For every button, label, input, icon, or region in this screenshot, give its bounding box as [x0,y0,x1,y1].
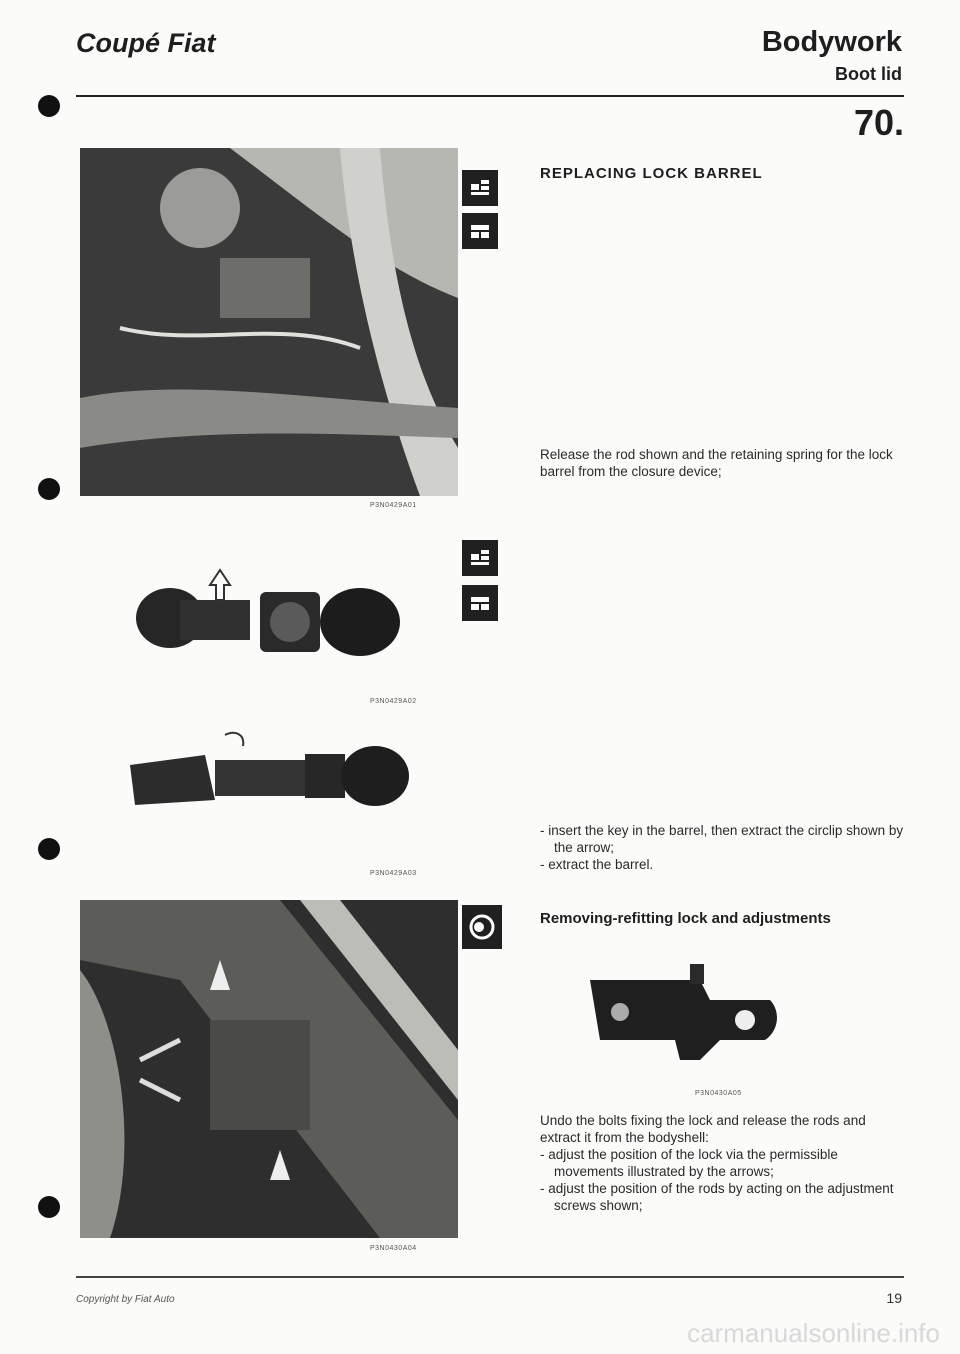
header-rule [76,95,904,97]
section-title-removing-refitting: Removing-refitting lock and adjustments [540,910,831,927]
photo-lock-barrel-extracted [125,730,415,830]
removal-icon [462,170,498,206]
photo-caption-code: P3N0430A05 [695,1090,742,1097]
photo-lock-mounting [80,900,458,1238]
step-item: - adjust the position of the lock via the permissible movements illustrated by the arrows; [540,1147,838,1179]
punch-hole [38,1196,60,1218]
refit-icon [462,213,498,249]
punch-hole [38,478,60,500]
photo-caption-code: P3N0430A04 [370,1245,417,1252]
photo-lock-barrel-with-key [120,560,410,670]
brand-title: Coupé Fiat [76,28,216,58]
refit-icon [462,585,498,621]
photo-lock-unit [580,960,780,1080]
subsection-title: Boot lid [835,64,902,84]
footer-copyright: Copyright by Fiat Auto [76,1294,175,1305]
photo-caption-code: P3N0429A03 [370,870,417,877]
footer-page-number: 19 [886,1290,902,1306]
punch-hole [38,95,60,117]
step-item: - adjust the position of the rods by acting on the adjustment screws shown; [540,1181,894,1213]
step-item: - extract the barrel. [540,857,654,872]
photo-boot-lid-interior [80,148,458,496]
adjust-icon [462,905,502,949]
section-title-replacing-lock-barrel: REPLACING LOCK BARREL [540,165,763,182]
paragraph-release-rod: Release the rod shown and the retaining spring for the lock barrel from the closure device; [540,447,893,479]
photo-caption-code: P3N0429A02 [370,698,417,705]
punch-hole [38,838,60,860]
watermark: carmanualsonline.info [687,1318,940,1348]
step-item: - insert the key in the barrel, then extract the circlip shown by the arrow; [540,823,904,855]
steps-lock-barrel [540,822,908,873]
footer-rule [76,1276,904,1278]
paragraph-undo-bolts: Undo the bolts fixing the lock and release the rods and extract it from the bodyshell: [540,1113,866,1145]
section-title: Bodywork [761,26,902,58]
photo-caption-code: P3N0429A01 [370,502,417,509]
removal-icon [462,540,498,576]
steps-lock-adjustments [540,1146,908,1214]
page-number: 70. [853,102,904,143]
